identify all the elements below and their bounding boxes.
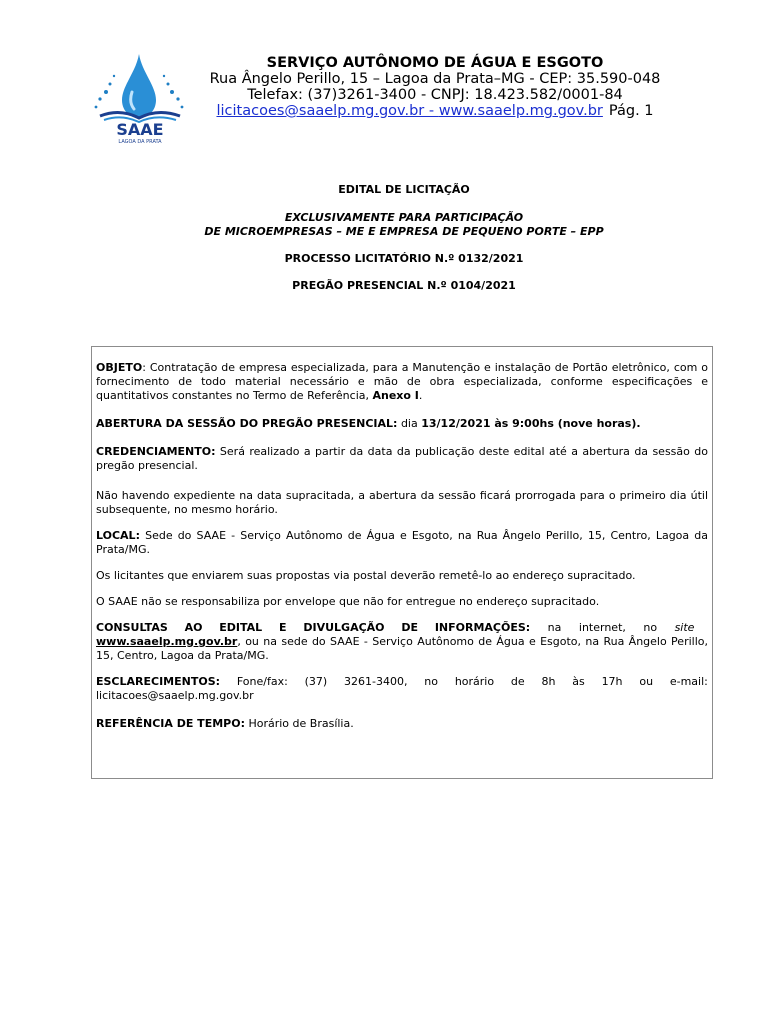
- org-address: Rua Ângelo Perillo, 15 – Lagoa da Prata–MG - CEP: 35.590-048: [209, 71, 661, 87]
- exclusive-line-2: DE MICROEMPRESAS – ME E EMPRESA DE PEQUENO PORTE – EPP: [204, 225, 604, 238]
- saae-logo: [92, 52, 188, 144]
- esc-word: 8h: [541, 675, 556, 688]
- site-link[interactable]: www.saaelp.mg.gov.br: [438, 103, 603, 119]
- esc-word: e-mail:: [669, 675, 708, 688]
- nao-havendo-paragraph: Não havendo expediente na data supracitada, a abertura da sessão ficará prorrogada para o primeiro dia útil subsequente, no mesmo horário.: [96, 489, 708, 516]
- abertura-label: ABERTURA DA SESSÃO DO PREGÃO PRESENCIAL:: [96, 417, 398, 430]
- anexo-label: Anexo I: [372, 389, 419, 402]
- edital-summary-box: [91, 346, 713, 779]
- logo-text: SAAE: [116, 120, 164, 139]
- postal-paragraph: Os licitantes que enviarem suas propostas via postal deverão remetê-lo ao endereço supracitado.: [96, 569, 636, 582]
- edital-titles: [92, 183, 716, 293]
- local-paragraph: [96, 529, 708, 557]
- esc-word: 3261-3400,: [344, 675, 408, 688]
- esc-word: de: [510, 675, 525, 688]
- esclarecimentos-line: [96, 675, 708, 689]
- letterhead: [200, 55, 670, 119]
- logo-subtext: LAGOA DA PRATA: [118, 139, 162, 144]
- nao-responsabiliza-paragraph: O SAAE não se responsabiliza por envelope que não for entregue no endereço supracitado.: [96, 595, 600, 608]
- objeto-end: .: [418, 389, 423, 402]
- credenciamento-label: CREDENCIAMENTO:: [96, 445, 216, 458]
- consultas-text-2: , ou na sede do SAAE - Serviço Autônomo de Água e Esgoto, na Rua Ângelo Perillo, 15, Centro, Lagoa da Prata/MG.: [96, 635, 708, 662]
- processo-number: PROCESSO LICITATÓRIO N.º 0132/2021: [284, 252, 524, 265]
- org-name: SERVIÇO AUTÔNOMO DE ÁGUA E ESGOTO: [266, 55, 604, 71]
- referencia-label: REFERÊNCIA DE TEMPO:: [96, 717, 245, 730]
- pregao-number: PREGÃO PRESENCIAL N.º 0104/2021: [292, 279, 516, 292]
- esc-word: Fone/fax:: [236, 675, 288, 688]
- org-phone-cnpj: Telefax: (37)3261-3400 - CNPJ: 18.423.582/0001-84: [247, 87, 623, 103]
- abertura-date: 13/12/2021 às 9:00hs (nove horas).: [421, 417, 641, 430]
- page-number: Pág. 1: [608, 103, 654, 119]
- edital-title: EDITAL DE LICITAÇÃO: [338, 183, 470, 196]
- esclarecimentos-label: ESCLARECIMENTOS:: [96, 675, 221, 688]
- esclarecimentos-paragraph: [96, 675, 708, 703]
- esclarecimentos-email[interactable]: licitacoes@saaelp.mg.gov.br: [96, 689, 254, 702]
- esc-word: horário: [454, 675, 495, 688]
- esc-word: 17h: [601, 675, 623, 688]
- email-link[interactable]: licitacoes@saaelp.mg.gov.br -: [216, 103, 439, 119]
- objeto-paragraph: [96, 361, 708, 403]
- esc-word: ou: [639, 675, 654, 688]
- abertura-paragraph: [96, 417, 708, 431]
- consultas-site-link[interactable]: www.saaelp.mg.gov.br: [96, 635, 238, 648]
- credenciamento-paragraph: [96, 445, 708, 473]
- objeto-text: : Contratação de empresa especializada, para a Manutenção e instalação de Portão eletrônico, com o fornecimento de todo material necessário e mão de obra especializada, conforme especificações e quantitativos constantes no Termo de Referência,: [96, 361, 708, 402]
- local-label: LOCAL:: [96, 529, 140, 542]
- esc-word: às: [572, 675, 585, 688]
- esc-word: no: [424, 675, 438, 688]
- abertura-text: dia: [397, 417, 422, 430]
- esc-word: (37): [304, 675, 328, 688]
- consultas-paragraph: [96, 621, 708, 663]
- consultas-label: CONSULTAS AO EDITAL E DIVULGAÇÃO DE INFORMAÇÕES:: [96, 621, 531, 634]
- site-word: site: [674, 621, 695, 634]
- credenciamento-text: Será realizado a partir da data da publicação deste edital até a abertura da sessão do pregão presencial.: [96, 445, 708, 472]
- referencia-paragraph: [96, 717, 708, 731]
- local-text: Sede do SAAE - Serviço Autônomo de Água e Esgoto, na Rua Ângelo Perillo, 15, Centro, Lagoa da Prata/MG.: [96, 529, 708, 556]
- referencia-text: Horário de Brasília.: [244, 717, 354, 730]
- objeto-label: OBJETO: [96, 361, 143, 374]
- consultas-text: na internet, no: [530, 621, 675, 634]
- exclusive-line-1: EXCLUSIVAMENTE PARA PARTICIPAÇÃO: [284, 211, 524, 224]
